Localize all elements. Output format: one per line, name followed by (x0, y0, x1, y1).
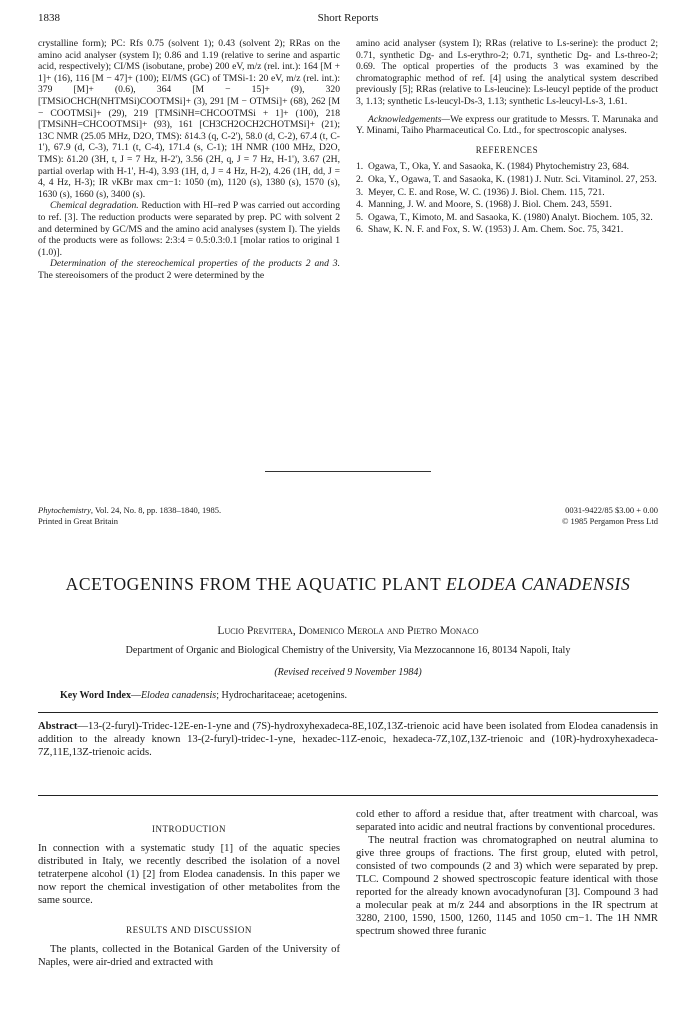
abstract-text: —13-(2-furyl)-Tridec-12E-en-1-yne and (7S)-hydroxyhexadeca-8E,10Z,13Z-trienoic acid have been isolated from Elodea canadensis in addition to the already known 13-(2-furyl)-tridec-1-yne, hexadec-11Z-enoic, hexadeca-7Z,10Z,13Z-trienoic and (10R)-hydroxyhexadeca-7Z,11E,13Z-trienoic acids. (38, 721, 658, 758)
results-text: The plants, collected in the Botanical Garden of the University of Naples, were air-dried and extracted with (38, 944, 340, 968)
running-head (38, 12, 658, 28)
introduction-heading: INTRODUCTION (152, 824, 226, 834)
author-affiliation: Department of Organic and Biological Chemistry of the University, Via Mezzocannone 16, 80134 Napoli, Italy (125, 645, 571, 656)
keywords-rest: ; Hydrocharitaceae; acetogenins. (216, 690, 347, 701)
journal-price-info (562, 505, 658, 526)
reference-number: 6. (356, 224, 364, 236)
ack-text: We express our gratitude to Messrs. T. Marunaka and Y. Minami, Taiho Pharmaceutical Co. Ltd., for spectroscopic analyses. (356, 113, 658, 137)
reference-text: Manning, J. W. and Moore, S. (1968) J. Biol. Chem. 243, 5591. (368, 199, 612, 211)
reference-item (356, 224, 658, 236)
introduction-text: In connection with a systematic study [1] of the aquatic species distributed in Italy, we recently described the isolation of a novel tetraterpene alcohol (1) [2] from Elodea canadensis. In this paper we now report the chemical investigation of other metabolites from the same source. (38, 843, 340, 906)
keyword-index (60, 690, 658, 701)
article-authors: Lucio Previtera, Domenico Merola and Pietro Monaco (217, 625, 479, 637)
acknowledgements (356, 114, 658, 137)
reference-item (356, 174, 658, 186)
results-heading: RESULTS AND DISCUSSION (126, 925, 252, 935)
reference-item (356, 187, 658, 199)
journal-volume: , Vol. 24, No. 8, pp. 1838–1840, 1985. (90, 505, 222, 515)
journal-citation (38, 505, 221, 526)
body-right-column (356, 808, 658, 938)
printed-location: Printed in Great Britain (38, 515, 119, 526)
citation-line (38, 505, 221, 516)
reference-text: Meyer, C. E. and Rose, W. C. (1936) J. Biol. Chem. 115, 721. (368, 186, 605, 198)
reference-list (356, 161, 658, 236)
keywords-dash: — (130, 690, 141, 701)
title-species: ELODEA CANADENSIS (445, 574, 631, 594)
reference-number: 5. (356, 211, 364, 223)
reference-text: Ogawa, T., Oka, Y. and Sasaoka, K. (1984) Phytochemistry 23, 684. (368, 161, 630, 173)
paragraph-text: Reduction with HI–red P was carried out according to ref. [3]. The reduction products were separated by prep. PC with solvent 2 and determined by GC/MS and the amino acid analyses (system I). The yields of the products were as follows: 2:3:4 = 0.5:0.3:0.1 [molar ratios to original 1 (1.0)]. (38, 200, 340, 258)
abstract (38, 720, 658, 759)
body-text-continued: The neutral fraction was chromatographed on neutral alumina to give three groups of fractions. The first group, eluted with petrol, consisted of two compounds (2 and 3) which were separated by prep. TLC. Compound 2 showed spectroscopic feature identical with those reported for the already known avocadynofuran [3]. Compound 3 had a molecular peak at m/z 244 and absorptions in the IR spectrum at 3280, 2100, 1590, 1500, 1260, 1145 and 1050 cm−1. The 1H NMR spectrum showed three furanic (356, 835, 658, 937)
section-title: Short Reports (317, 12, 379, 24)
paragraph-lead: Chemical degradation. (50, 200, 139, 212)
article-title (20, 574, 676, 595)
reference-text: Oka, Y., Ogawa, T. and Sasaoka, K. (1981) J. Nutr. Sci. Vitaminol. 27, 253. (368, 173, 657, 185)
reference-number: 3. (356, 186, 364, 198)
copyright: © 1985 Pergamon Press Ltd (561, 515, 658, 526)
keywords-species: Elodea canadensis (140, 690, 217, 701)
journal-name: Phytochemistry (38, 505, 91, 515)
reference-text: Shaw, K. N. F. and Fox, S. W. (1953) J. Am. Chem. Soc. 75, 3421. (368, 224, 624, 236)
article-divider (265, 471, 431, 472)
revision-date: (Revised received 9 November 1984) (274, 667, 422, 678)
optical-properties-paragraph: amino acid analyser (system I); RRas (relative to Ls-serine): the product 2; 0.71, synthetic Dg- and Ls-erythro-2; 0.71, synthetic Dg- and Ls-threo-2; 0.69. The optical properties of the products 3 was examined by the chromatographic method of ref. [4] using the analytical system described previously [5]; RRas (relative to Ls-leucine): Ls-leucyl peptide of the product 3, 1.13; synthetic Ls-leucyl-Ds-3, 1.13; synthetic Ls-leucyl-Ls-3, 1.61. (356, 38, 658, 107)
spectral-data-paragraph: crystalline form); PC: Rfs 0.75 (solvent 1); 0.43 (solvent 2); RRas on the amino acid analyser (system I); 0.86 and 1.19 (relative to serine and aspartic acid, respectively); CI/MS (isobutane, probe) 200 eV, m/z (rel. int.): 164 [M + 1]+ (16), 116 [M − 47]+ (100); EI/MS (GC) of TMSi-1: 20 eV, m/z (rel. int.): 379 [M]+ (0.6), 364 [M − 15]+ (9), 320 [TMSiOCHCH(NHTMSi)COOTMSi]+ (3), 291 [M − OTMSi]+ (68), 262 [M − COOTMSi]+ (29), 219 [TMSiNH=CHCOOTMSi + 1]+ (100), 218 [TMSiNH=CHCOOTMSi]+ (93), 161 [CH3CH2OCH2CHOTMSi]+ (21); 13C NMR (25.05 MHz, D2O, TMS): δ14.3 (q, C-2'), 58.0 (d, C-2), 67.4 (t, C-1'), 67.9 (d, C-3), 71.1 (t, C-4), 171.4 (s, C-1); 1H NMR (100 MHz, D2O, TMS): δ1.20 (3H, t, J = 7 Hz, H-2'), 3.56 (2H, q, J = 7 Hz, H-1'), 3.67 (2H, partial overlap with H-1', H-4), 3.93 (1H, d, J = 4 Hz, H-2), 4.26 (1H, dd, J = 4, 4 Hz, H-3); IR νKBr max cm−1: 1050 (m), 1120 (s), 1380 (s), 1570 (s), 1630 (s), 1660 (s), 3400 (s). (38, 38, 340, 200)
references-heading: REFERENCES (475, 144, 539, 155)
reference-text: Ogawa, T., Kimoto, M. and Sasaoka, K. (1980) Analyt. Biochem. 105, 32. (368, 211, 653, 223)
title-main: ACETOGENINS FROM THE AQUATIC PLANT (65, 574, 446, 594)
body-left-column (38, 823, 340, 969)
reference-item (356, 199, 658, 211)
abstract-label: Abstract (38, 721, 78, 732)
abstract-bottom-rule (38, 795, 658, 796)
stereochemistry-paragraph (38, 258, 340, 281)
paragraph-lead: Determination of the stereochemical properties of the products 2 and 3. (50, 258, 340, 270)
keywords-label: Key Word Index (60, 690, 131, 701)
body-text: cold ether to afford a residue that, after treatment with charcoal, was separated into acidic and neutral fractions by conventional procedures. (356, 809, 658, 833)
page-number: 1838 (38, 12, 60, 24)
issn-price: 0031-9422/85 $3.00 + 0.00 (565, 505, 658, 515)
paragraph-text: The stereoisomers of the product 2 were determined by the (38, 269, 265, 281)
abstract-top-rule (38, 712, 658, 713)
previous-article-right-column (356, 38, 658, 237)
reference-number: 2. (356, 173, 364, 185)
previous-article-left-column (38, 38, 340, 281)
ack-lead: Acknowledgements— (368, 113, 451, 125)
reference-item (356, 212, 658, 224)
reference-number: 4. (356, 199, 364, 211)
reference-item (356, 161, 658, 173)
reference-number: 1. (356, 161, 364, 173)
chemical-degradation-paragraph (38, 200, 340, 258)
